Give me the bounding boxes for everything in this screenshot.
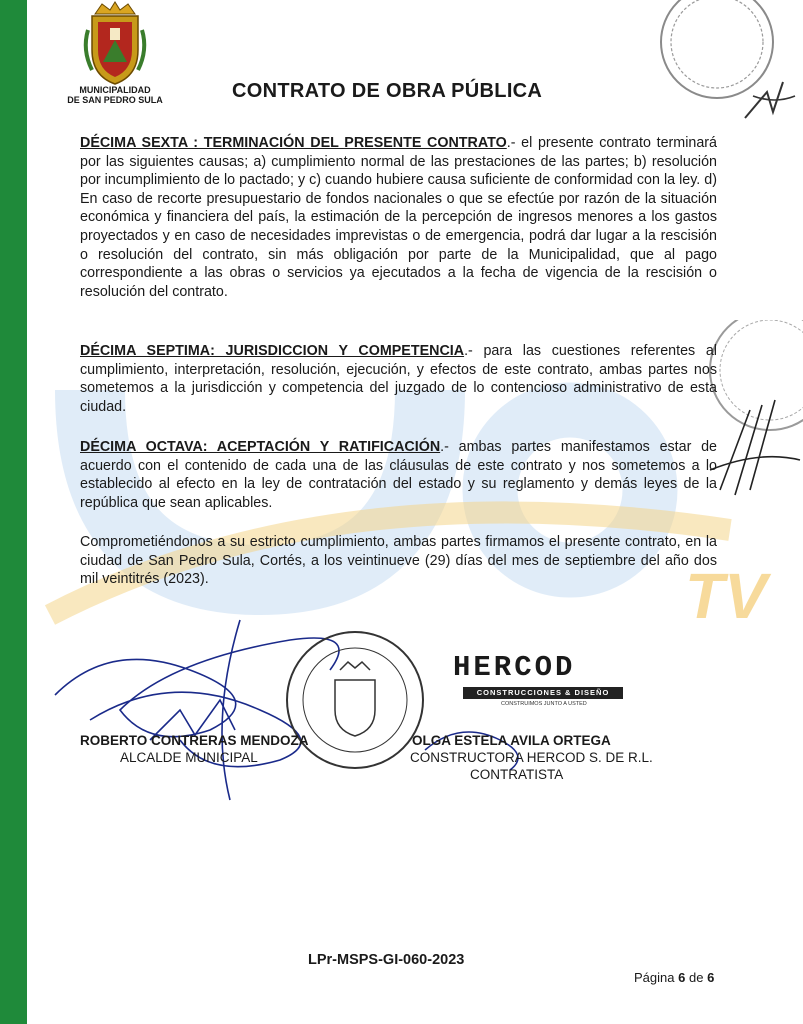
hercod-brand: HERCOD bbox=[453, 651, 576, 684]
hercod-subtitle: CONSTRUCCIONES & DISEÑO bbox=[463, 687, 623, 699]
side-color-bar bbox=[0, 0, 27, 1024]
clause-16-body: .- el presente contrato terminará por las siguientes causas; a) cumplimiento normal de las prestaciones de las partes; b) resolución por incumplimiento de lo pactado; y c) cuando hubiere causa suficiente de conformidad con la ley. d) En caso de recorte presupuestario de fondos nacionales o que se efectúe por razón de la situación económica y financiera del país, la estimación de la percepción de ingresos menores a los gastos proyectados y en caso de necesidades imprevistas o de emergencia, podrá dar lugar a la rescisión o resolución del contrato, sin más obligación por parte de la Municipalidad, que al pago correspondiente a las obras o servicios ya ejecutados a la fecha de vigencia de la rescisión o resolución del contrato. bbox=[80, 135, 717, 300]
clause-17 bbox=[80, 342, 717, 416]
logo-line-2: DE SAN PEDRO SULA bbox=[67, 95, 163, 105]
page-current: 6 bbox=[678, 970, 686, 985]
signatory-1-role: ALCALDE MUNICIPAL bbox=[120, 750, 258, 765]
signatures-and-seal bbox=[30, 600, 803, 820]
clause-16 bbox=[80, 134, 717, 301]
clause-18-heading: DÉCIMA OCTAVA: ACEPTACIÓN Y RATIFICACIÓN bbox=[80, 439, 441, 455]
closing-paragraph: Comprometiéndonos a su estricto cumplimiento, ambas partes firmamos el presente contrato, en la ciudad de San Pedro Sula, Cortés, a los veintinueve (29) días del mes de septiembre del año dos mil veintitrés (2023). bbox=[80, 534, 717, 588]
round-stamp-top-right bbox=[645, 0, 803, 130]
document-reference: LPr-MSPS-GI-060-2023 bbox=[308, 952, 465, 968]
clause-17-body: .- para las cuestiones referentes al cumplimiento, interpretación, resolución, ejecución, y efectos de este contrato, ambas partes nos sometemos a la jurisdicción y competencia del juzgado de lo contencioso administrativo de esta ciudad. bbox=[80, 343, 717, 415]
logo-caption bbox=[55, 85, 175, 105]
logo-line-1: MUNICIPALIDAD bbox=[79, 85, 151, 95]
watermark-text: TV bbox=[685, 560, 767, 632]
clause-18-body: .- ambas partes manifestamos estar de acuerdo con el contenido de cada una de las cláusulas de este contrato y nos sometemos a lo establecido al efecto en la ley de contratación del estado y su reglamento y demás leyes de la república que sean aplicables. bbox=[80, 439, 718, 511]
page-number bbox=[634, 970, 714, 985]
mayor-signature bbox=[55, 620, 339, 800]
signatory-1-name: ROBERTO CONTRERAS MENDOZA bbox=[80, 733, 309, 748]
page-total: 6 bbox=[707, 970, 715, 985]
page-label: Página bbox=[634, 970, 675, 985]
clause-18 bbox=[80, 438, 717, 512]
clause-16-heading: DÉCIMA SEXTA : TERMINACIÓN DEL PRESENTE CONTRATO bbox=[80, 135, 507, 151]
signatory-2-name: OLGA ESTELA AVILA ORTEGA bbox=[412, 733, 611, 748]
document-title: CONTRATO DE OBRA PÚBLICA bbox=[232, 80, 543, 102]
clause-17-heading: DÉCIMA SEPTIMA: JURISDICCION Y COMPETENCIA bbox=[80, 343, 465, 359]
page-of: de bbox=[688, 970, 704, 985]
hercod-tagline: CONSTRUIMOS JUNTO A USTED bbox=[501, 701, 587, 707]
signatory-2-role: CONTRATISTA bbox=[470, 767, 564, 782]
hercod-stamp bbox=[453, 651, 625, 711]
signatory-2-company: CONSTRUCTORA HERCOD S. DE R.L. bbox=[410, 750, 653, 765]
